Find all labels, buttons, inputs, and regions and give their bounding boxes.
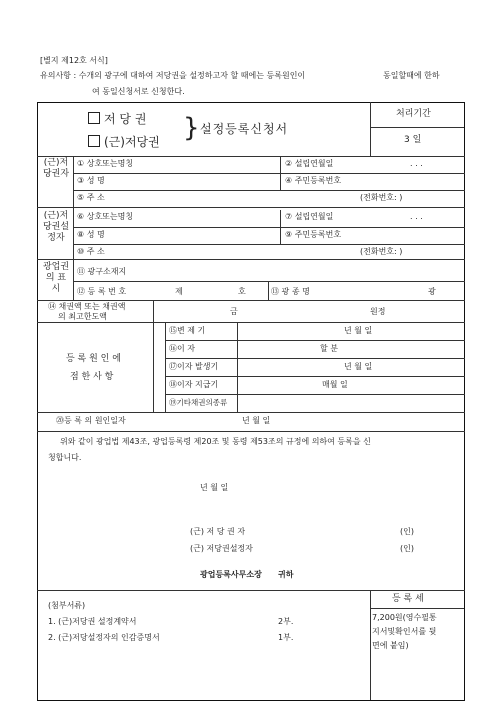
sig-holder-label: (근) 저 당 권 자 (190, 527, 246, 536)
statement-date[interactable]: 년 월 일 (200, 483, 229, 492)
processing-period-label: 처리기간 (396, 109, 431, 119)
grantor-group-label: (근)저당권설정자 (42, 211, 70, 243)
sig-grantor-label: (근) 저당권설정자 (190, 544, 253, 553)
grantor-est-date-label: ⑦ 설립연월일 (285, 212, 334, 221)
addressee-office: 광업등록사무소장 (200, 570, 262, 579)
grantor-name-label: ⑥ 상호또는명칭 (77, 212, 134, 221)
amount-suffix: 원정 (370, 307, 386, 316)
interest-start-value[interactable]: 년 월 일 (344, 362, 373, 371)
notice-line-2: 여 동일신청서로 신청한다. (92, 87, 185, 96)
statement-line-1: 위와 같이 광업법 제43조, 광업등록령 제20조 및 동령 제53조의 규정에 의하여 등록을 신 (60, 437, 371, 446)
mine-group-label: 광업권의 표시 (42, 262, 70, 294)
creditor-phone[interactable]: (전화번호: ) (360, 193, 403, 202)
interest-start-label: ⑰이자 발생기 (169, 362, 219, 371)
grantor-person-label: ⑧ 성 명 (77, 230, 105, 239)
repayment-date-label: ⑮변 제 기 (169, 326, 206, 335)
addressee-to: 귀하 (278, 570, 294, 579)
interest-pay-label: ⑱이자 지급기 (169, 380, 219, 389)
grantor-est-date-value[interactable]: . . . (410, 212, 423, 221)
mine-location-label: ⑪ 광구소재지 (77, 267, 127, 276)
amount-label-2: 의 최고한도액 (58, 312, 107, 321)
cause-date-value[interactable]: 년 월 일 (242, 416, 271, 425)
attachment-1: 1. (근)저당권 설정계약서 (48, 617, 137, 626)
mine-reg-no-prefix: 제 (175, 287, 183, 296)
option-root-mortgage[interactable] (88, 135, 160, 148)
mine-reg-no-label: ⑫ 등 록 번 호 (77, 287, 127, 296)
sig-grantor-seal[interactable]: (인) (400, 544, 414, 553)
amount-prefix: 금 (230, 307, 238, 316)
form-number: [별지 제12호 서식] (40, 56, 108, 65)
creditor-est-date-label: ② 설립연월일 (285, 159, 334, 168)
sig-holder-seal[interactable]: (인) (400, 527, 414, 536)
interest-label: ⑯이 자 (169, 344, 195, 353)
checkbox-icon (88, 135, 100, 147)
amount-label-1: ⑭ 채권액 또는 채권액 (48, 302, 126, 311)
attachments-title: (첨부서류) (48, 601, 86, 610)
repayment-date-value[interactable]: 년 월 일 (344, 326, 373, 335)
option-root-mortgage-label: (근)저당권 (104, 135, 160, 149)
form-title: 설정등록신청서 (200, 122, 289, 136)
mine-type-suffix: 광 (428, 287, 436, 296)
processing-period-value: 3 일 (404, 135, 422, 145)
creditor-name-label: ① 상호또는명칭 (77, 159, 134, 168)
statement-line-2: 청합니다. (48, 453, 82, 462)
mine-reg-no-suffix: 호 (238, 287, 246, 296)
attachment-2-qty: 1부. (278, 633, 294, 642)
option-mortgage[interactable] (88, 112, 146, 125)
interest-value[interactable]: 할 분 (320, 344, 338, 353)
notice-line-1b: 동일할때에 한하 (383, 71, 440, 80)
attachment-2: 2. (근)저당설정자의 인감증명서 (48, 633, 160, 642)
creditor-est-date-value[interactable]: . . . (410, 159, 423, 168)
interest-pay-value[interactable]: 매월 일 (322, 380, 348, 389)
mine-type-label: ⑬ 광 종 명 (271, 287, 310, 296)
attachment-1-qty: 2부. (278, 617, 294, 626)
grantor-phone[interactable]: (전화번호: ) (360, 247, 403, 256)
fee-label: 등 록 세 (392, 594, 424, 604)
checkbox-icon (88, 112, 100, 124)
grantor-address-label: ⑩ 주 소 (77, 247, 105, 256)
creditor-id-label: ④ 주민등록번호 (285, 176, 342, 185)
creditor-group-label: (근)저당권자 (42, 158, 70, 179)
particulars-label-1: 등 록 원 인 에 (66, 354, 121, 364)
cause-date-label: ⑳등 록 의 원인일자 (56, 416, 126, 425)
other-claims-label: ⑲기타채권의종류 (169, 398, 228, 407)
fee-line-2: 지서및확인서를 뒷 (372, 627, 437, 636)
notice-line-1: 유의사항 : 수개의 광구에 대하여 저당권을 설정하고자 할 때에는 등록원인이 (40, 71, 306, 80)
option-mortgage-label: 저 당 권 (104, 112, 147, 126)
brace-icon: } (183, 113, 200, 143)
grantor-id-label: ⑨ 주민등록번호 (285, 230, 342, 239)
creditor-person-label: ③ 성 명 (77, 176, 105, 185)
fee-line-1: 7,200원(영수필통 (372, 613, 437, 622)
fee-line-3: 면에 붙임) (372, 641, 409, 650)
creditor-address-label: ⑤ 주 소 (77, 193, 105, 202)
particulars-label-2: 점 한 사 항 (70, 372, 114, 382)
